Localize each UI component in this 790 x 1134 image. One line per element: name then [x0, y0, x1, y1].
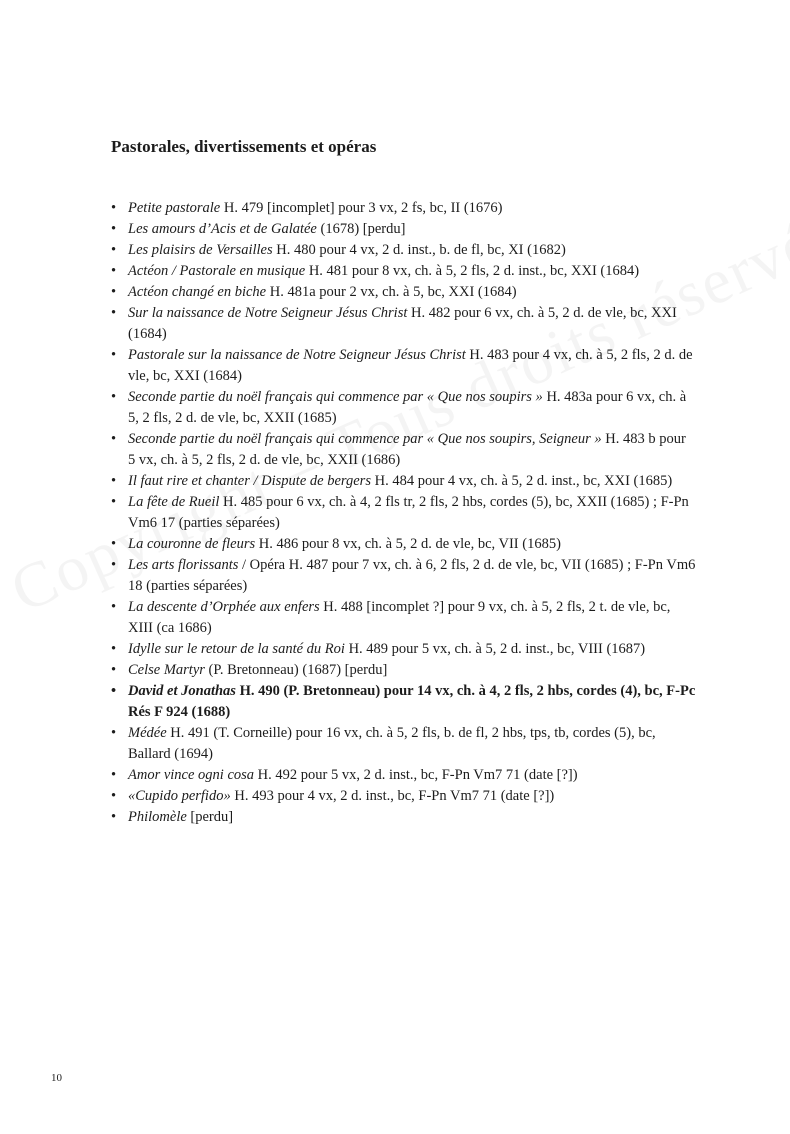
work-details: H. 491 (T. Corneille) pour 16 vx, ch. à 5, 2 fls, b. de fl, 2 hbs, tps, tb, cordes (5), bc, Ballard (1694) — [128, 725, 656, 762]
work-item — [111, 219, 696, 240]
work-details: (1678) [perdu] — [316, 221, 406, 237]
work-item — [111, 786, 696, 807]
work-title: Médée — [128, 725, 167, 741]
work-details: H. 492 pour 5 vx, 2 d. inst., bc, F-Pn Vm7 71 (date [?]) — [254, 767, 578, 783]
works-list — [111, 198, 696, 828]
work-title: David et Jonathas — [128, 683, 236, 699]
work-item — [111, 471, 696, 492]
work-title: Les amours d’Acis et de Galatée — [128, 221, 317, 237]
work-item — [111, 345, 696, 387]
work-item — [111, 492, 696, 534]
work-item — [111, 198, 696, 219]
work-details: H. 483 pour 4 vx, ch. à 5, 2 fls, 2 d. de vle, bc, XXI (1684) — [128, 347, 693, 384]
work-item — [111, 282, 696, 303]
work-details: H. 483a pour 6 vx, ch. à 5, 2 fls, 2 d. de vle, bc, XXII (1685) — [128, 389, 687, 426]
work-details: H. 484 pour 4 vx, ch. à 5, 2 d. inst., bc, XXI (1685) — [370, 473, 673, 489]
work-details: H. 486 pour 8 vx, ch. à 5, 2 d. de vle, bc, VII (1685) — [255, 536, 561, 552]
work-details: H. 479 [incomplet] pour 3 vx, 2 fs, bc, II (1676) — [220, 200, 503, 216]
work-details: (P. Bretonneau) (1687) [perdu] — [204, 662, 388, 678]
work-title: Idylle sur le retour de la santé du Roi — [128, 641, 345, 657]
work-details: H. 489 pour 5 vx, ch. à 5, 2 d. inst., bc, VIII (1687) — [344, 641, 646, 657]
work-details: / Opéra H. 487 pour 7 vx, ch. à 6, 2 fls, 2 d. de vle, bc, VII (1685) ; F-Pn Vm6 18 (parties séparées) — [128, 557, 696, 594]
work-item — [111, 555, 696, 597]
work-item — [111, 261, 696, 282]
work-title: Pastorale sur la naissance de Notre Seigneur Jésus Christ — [128, 347, 466, 363]
work-item — [111, 387, 696, 429]
work-title: Actéon changé en biche — [128, 284, 267, 300]
work-details: H. 493 pour 4 vx, 2 d. inst., bc, F-Pn Vm7 71 (date [?]) — [230, 788, 555, 804]
work-details: H. 488 [incomplet ?] pour 9 vx, ch. à 5, 2 fls, 2 t. de vle, bc, XIII (ca 1686) — [128, 599, 671, 636]
work-item — [111, 303, 696, 345]
work-title: Celse Martyr — [128, 662, 205, 678]
work-title: Seconde partie du noël français qui commence par « Que nos soupirs » — [128, 389, 543, 405]
work-title: La couronne de fleurs — [128, 536, 256, 552]
work-item — [111, 723, 696, 765]
work-title: Philomèle — [128, 809, 187, 825]
work-title: La fête de Rueil — [128, 494, 220, 510]
work-title: Sur la naissance de Notre Seigneur Jésus Christ — [128, 305, 408, 321]
work-details: H. 485 pour 6 vx, ch. à 4, 2 fls tr, 2 fls, 2 hbs, cordes (5), bc, XXII (1685) ; F-Pn Vm6 17 (parties séparées) — [128, 494, 689, 531]
work-item — [111, 681, 696, 723]
work-details: H. 481 pour 8 vx, ch. à 5, 2 fls, 2 d. inst., bc, XXI (1684) — [305, 263, 640, 279]
work-title: Petite pastorale — [128, 200, 221, 216]
work-details: [perdu] — [186, 809, 234, 825]
work-item — [111, 660, 696, 681]
work-title: Les arts florissants — [128, 557, 239, 573]
section-heading: Pastorales, divertissements et opéras — [111, 137, 377, 156]
work-title: Actéon / Pastorale en musique — [128, 263, 306, 279]
work-title: Seconde partie du noël français qui commence par « Que nos soupirs, Seigneur » — [128, 431, 602, 447]
work-title: «Cupido perfido» — [128, 788, 231, 804]
work-details: H. 490 (P. Bretonneau) pour 14 vx, ch. à 4, 2 fls, 2 hbs, cordes (4), bc, F-Pc Rés F 924 (1688) — [128, 683, 696, 720]
work-title: Il faut rire et chanter / Dispute de bergers — [128, 473, 371, 489]
work-details: H. 483 b pour 5 vx, ch. à 5, 2 fls, 2 d. de vle, bc, XXII (1686) — [128, 431, 686, 468]
work-details: H. 482 pour 6 vx, ch. à 5, 2 d. de vle, bc, XXI (1684) — [128, 305, 677, 342]
work-item — [111, 429, 696, 471]
work-title: Amor vince ogni cosa — [128, 767, 255, 783]
work-item — [111, 534, 696, 555]
work-item — [111, 597, 696, 639]
work-item — [111, 240, 696, 261]
page-number: 10 — [51, 1072, 62, 1084]
work-item — [111, 807, 696, 828]
work-title: Les plaisirs de Versailles — [128, 242, 273, 258]
work-details: H. 480 pour 4 vx, 2 d. inst., b. de fl, bc, XI (1682) — [272, 242, 566, 258]
work-item — [111, 765, 696, 786]
work-item — [111, 639, 696, 660]
work-details: H. 481a pour 2 vx, ch. à 5, bc, XXI (1684) — [266, 284, 517, 300]
work-title: La descente d’Orphée aux enfers — [128, 599, 320, 615]
